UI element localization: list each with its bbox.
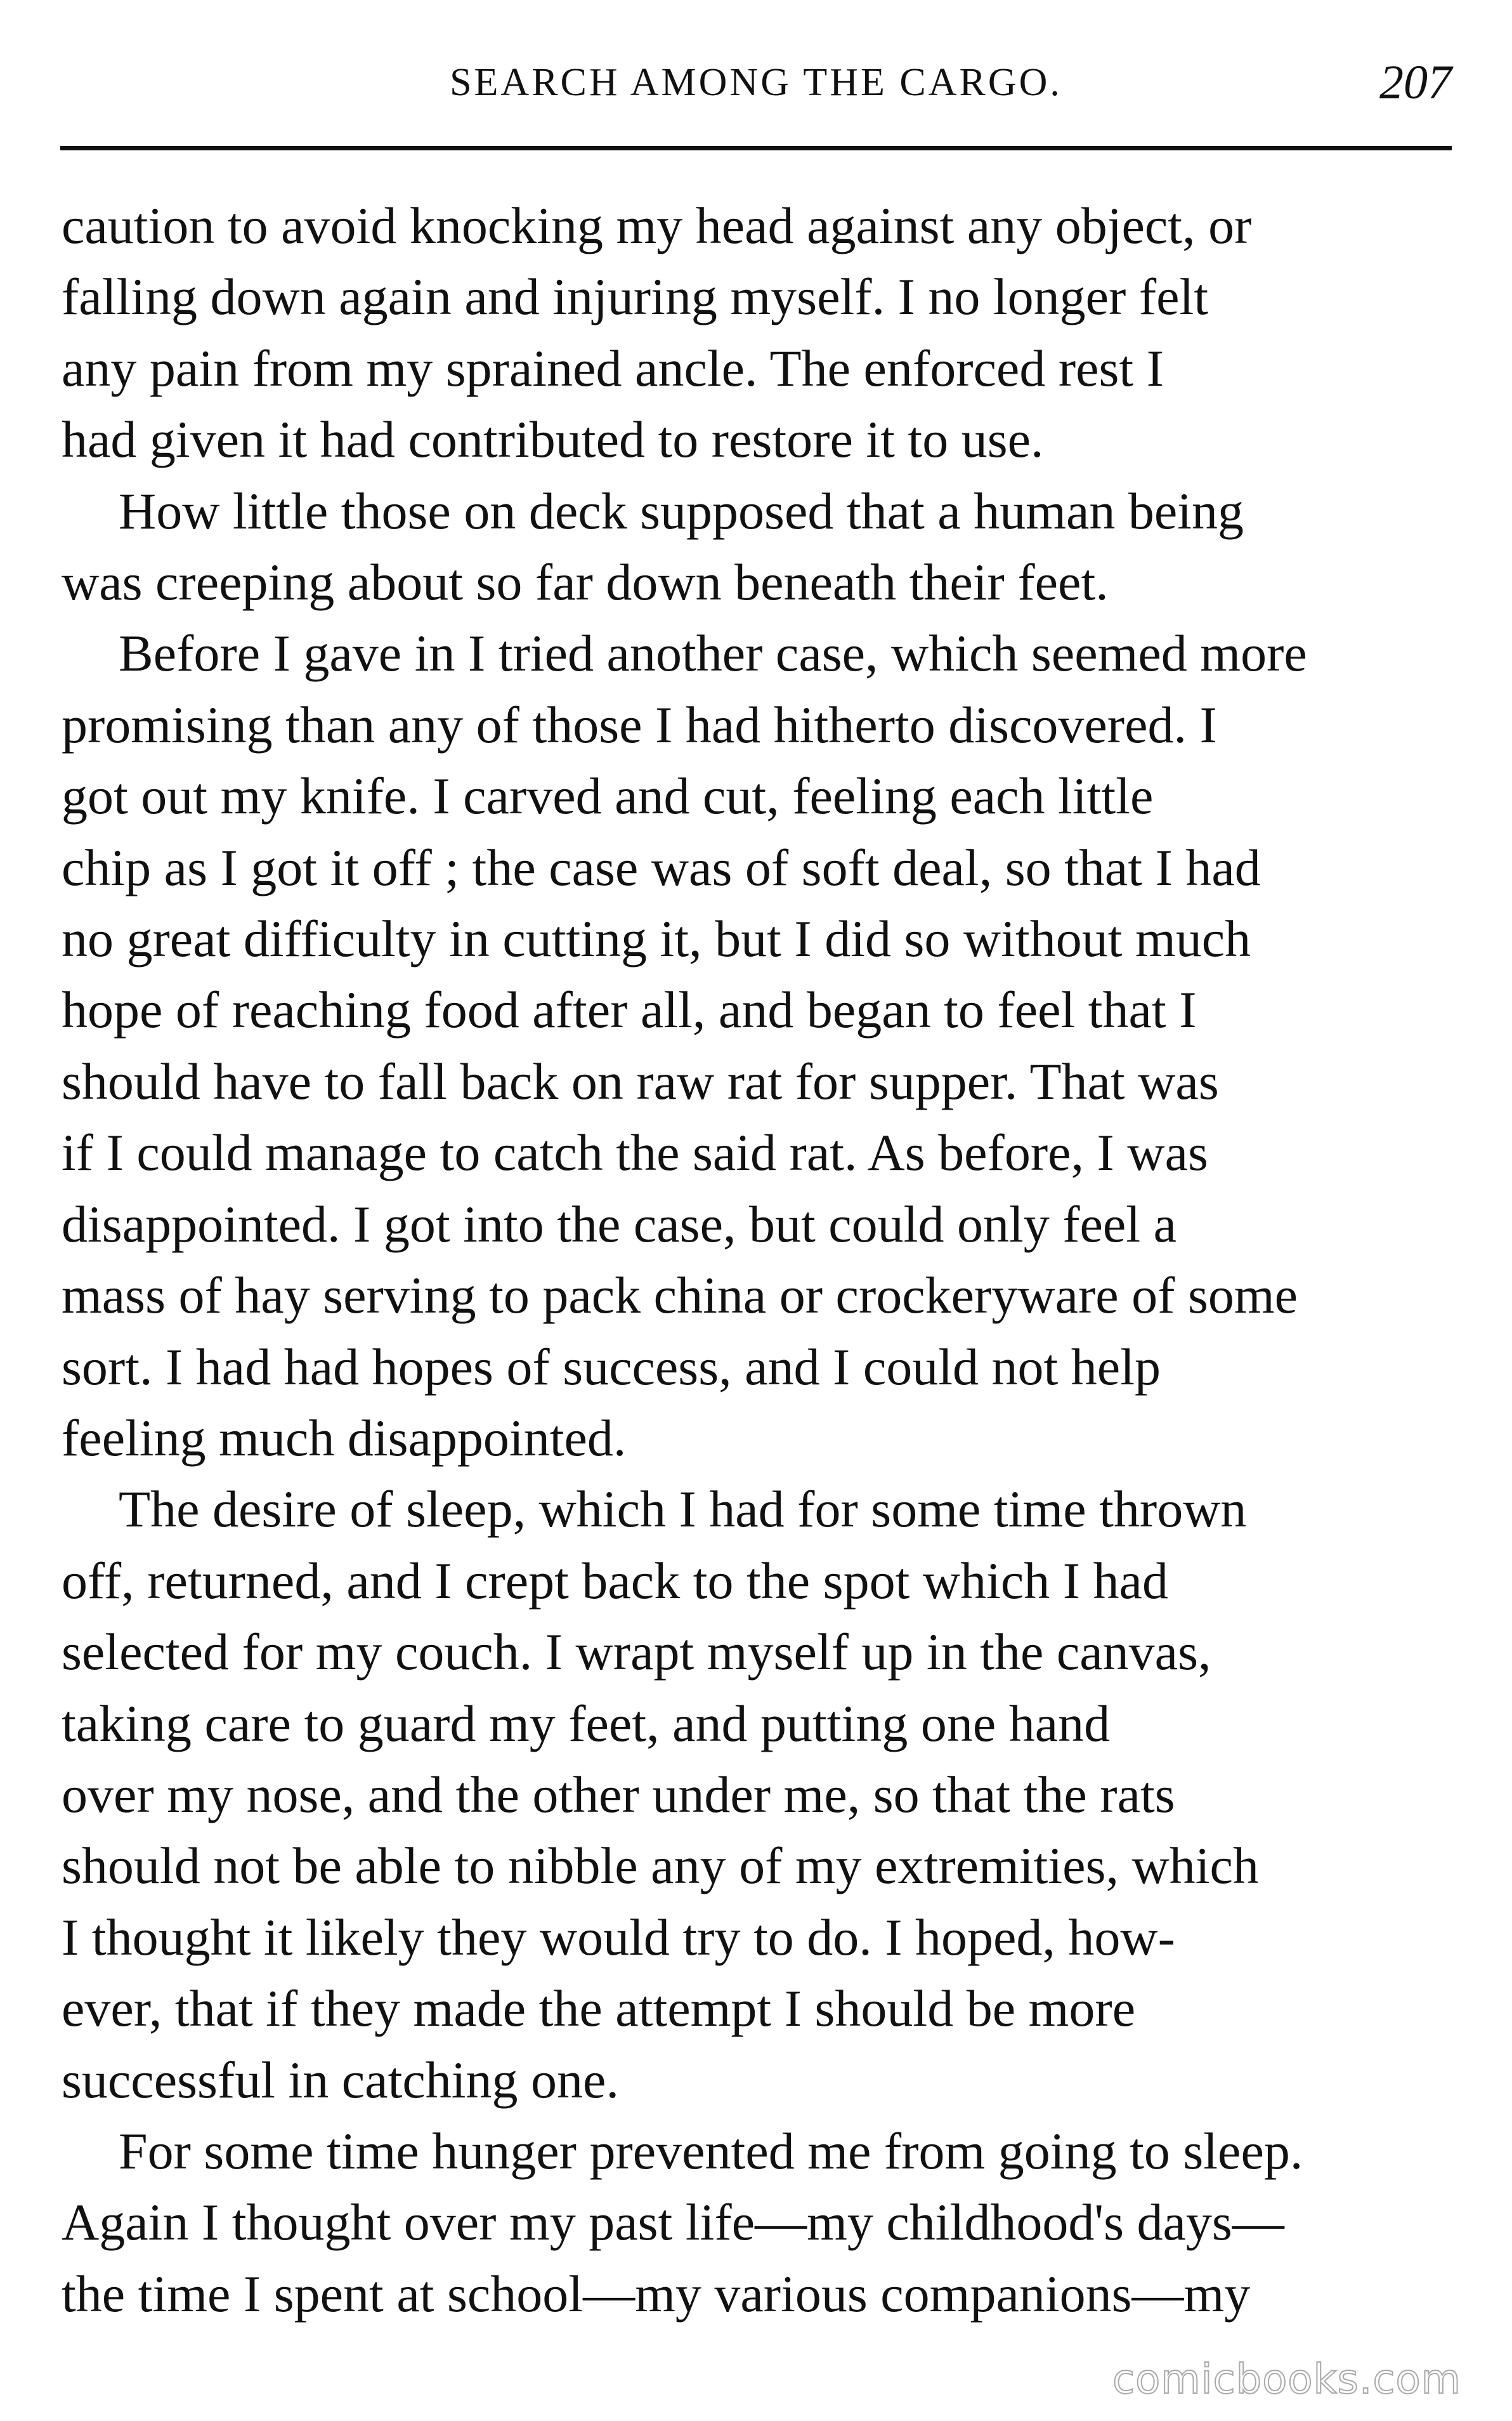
- paragraph: Before I gave in I tried another case, which seemed more promising than any of those I had hitherto discovered. I got out my knife. I carved and cut, feeling each little chip as I got it off ; the case was of soft deal, so that I had no great difficulty in cutting it, but I did so without much hope of reaching food after all, and began to feel that I should have to fall back on raw rat for supper. That was if I could manage to catch the said rat. As before, I was disappointed. I got into the case, but could only feel a mass of hay serving to pack china or crockeryware of some sort. I had had hopes of success, and I could not help feeling much disappointed.: [62, 624, 1307, 1467]
- paragraph: For some time hunger prevented me from going to sleep. Again I thought over my past life—my childhood's days— the time I spent at school—my various companions—my: [62, 2122, 1303, 2323]
- paragraph: How little those on deck supposed that a human being was creeping about so far down beneath their feet.: [62, 482, 1244, 612]
- running-head: [60, 48, 1452, 117]
- body-text: [62, 190, 1450, 2330]
- page-number: 207: [1379, 56, 1452, 109]
- paragraph: The desire of sleep, which I had for some time thrown off, returned, and I crept back to the spot which I had selected for my couch. I wrapt myself up in the canvas, taking care to guard my feet, and putting one hand over my nose, and the other under me, so that the rats should not be able to nibble any of my extremities, which I thought it likely they would try to do. I hoped, how- ever, that if they made the attempt I should be more successful in catching one.: [62, 1480, 1259, 2109]
- watermark: comicbooks.com: [1112, 2356, 1461, 2403]
- header-rule: [60, 146, 1452, 150]
- running-title: SEARCH AMONG THE CARGO.: [450, 61, 1062, 104]
- paragraph-continuation: caution to avoid knocking my head against any object, or falling down again and injuring myself. I no longer felt any pain from my sprained ancle. The enforced rest I had given it had contributed to restore it to use.: [62, 197, 1252, 469]
